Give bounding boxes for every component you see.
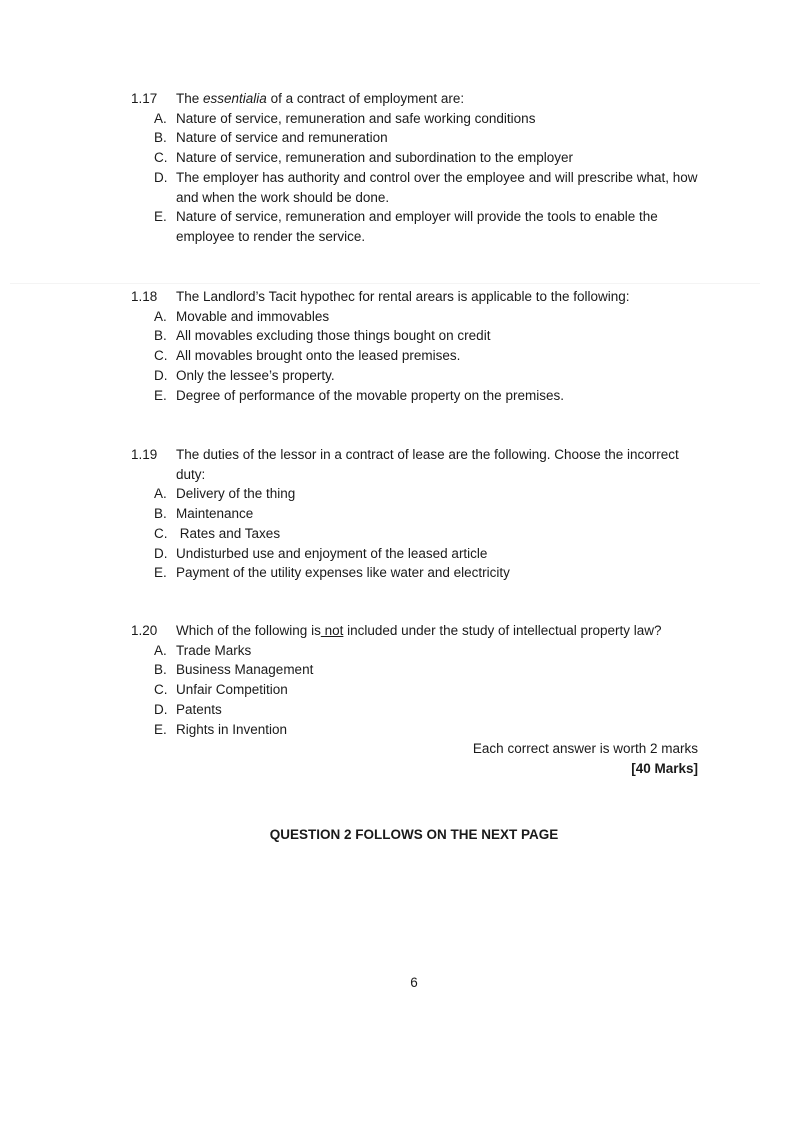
option-letter: E.: [154, 565, 167, 581]
option-letter: E.: [154, 209, 167, 225]
option-letter: D.: [154, 367, 168, 383]
question-text-part: included under the study of intellectual property law?: [343, 623, 662, 638]
option-letter: A.: [154, 110, 167, 126]
question-stem: [131, 445, 711, 484]
question-number: 1.19: [131, 447, 158, 462]
total-marks: [40 Marks]: [631, 761, 698, 776]
option-letter: D.: [154, 701, 168, 717]
option-text: Trade Marks: [176, 642, 252, 658]
option-text: Nature of service, remuneration and safe working conditions: [176, 110, 536, 126]
question-text-emphasis: essentialia: [203, 91, 267, 106]
option-b: [131, 326, 711, 346]
question-text-part: of a contract of employment are:: [266, 91, 465, 106]
option-c: [131, 680, 711, 700]
option-a: [131, 484, 711, 504]
question-stem: [131, 287, 711, 307]
option-text: All movables brought onto the leased premises.: [176, 348, 461, 364]
question-stem: [131, 621, 711, 641]
question-text: [176, 621, 711, 641]
option-text: Nature of service, remuneration and employer will provide the tools to enable the employee to render the service.: [176, 209, 658, 244]
option-letter: B.: [154, 506, 167, 522]
option-text: Degree of performance of the movable property on the premises.: [176, 387, 564, 403]
option-a: [131, 641, 711, 661]
divider: [10, 283, 760, 284]
question-stem: [131, 89, 711, 109]
option-text: Undisturbed use and enjoyment of the leased article: [176, 545, 488, 561]
option-text: Unfair Competition: [176, 682, 288, 698]
option-text: Delivery of the thing: [176, 486, 296, 502]
question-text-part: Which of the following is: [176, 623, 321, 638]
option-text: Nature of service, remuneration and subordination to the employer: [176, 150, 573, 166]
option-text: Maintenance: [176, 506, 254, 522]
option-letter: B.: [154, 130, 167, 146]
option-e: [131, 207, 711, 246]
option-text: Patents: [176, 701, 222, 717]
option-letter: C.: [154, 150, 168, 166]
question-text-underlined: not: [320, 623, 344, 638]
option-b: [131, 128, 711, 148]
option-a: [131, 307, 711, 327]
next-page-note: QUESTION 2 FOLLOWS ON THE NEXT PAGE: [269, 827, 559, 842]
option-letter: D.: [154, 169, 168, 185]
question-text: The duties of the lessor in a contract of lease are the following. Choose the incorrect duty:: [176, 447, 679, 482]
option-d: [131, 700, 711, 720]
option-c: [131, 346, 711, 366]
question-text: The Landlord’s Tacit hypothec for rental arears is applicable to the following:: [176, 289, 630, 304]
option-e: [131, 386, 711, 406]
option-d: [131, 366, 711, 386]
question-1-17: [131, 89, 711, 247]
option-text: The employer has authority and control over the employee and will prescribe what, how and when the work should be done.: [176, 169, 698, 205]
option-letter: C.: [154, 682, 168, 698]
option-b: [131, 660, 711, 680]
option-text: Payment of the utility expenses like water and electricity: [176, 565, 510, 581]
question-text: [176, 89, 711, 109]
question-number: 1.20: [131, 623, 158, 638]
question-1-18: [131, 287, 711, 405]
page-number: 6: [410, 975, 418, 990]
option-letter: E.: [154, 387, 167, 403]
option-d: [131, 168, 711, 207]
option-letter: A.: [154, 486, 167, 502]
option-letter: C.: [154, 525, 168, 541]
option-text: Movable and immovables: [176, 308, 330, 324]
option-letter: D.: [154, 545, 168, 561]
option-text: Nature of service and remuneration: [176, 130, 388, 146]
option-text: Only the lessee’s property.: [176, 367, 335, 383]
option-letter: E.: [154, 721, 167, 737]
option-text: Business Management: [176, 662, 314, 678]
question-1-19: [131, 445, 711, 583]
option-d: [131, 544, 711, 564]
option-e: [131, 563, 711, 583]
question-text-part: The: [176, 91, 204, 106]
option-c: [131, 148, 711, 168]
option-text: Rates and Taxes: [176, 525, 281, 541]
option-letter: B.: [154, 328, 167, 344]
option-letter: C.: [154, 348, 168, 364]
option-letter: A.: [154, 308, 167, 324]
option-b: [131, 504, 711, 524]
option-c: [131, 524, 711, 544]
question-number: 1.17: [131, 91, 158, 106]
question-1-20: [131, 621, 711, 739]
option-letter: B.: [154, 662, 167, 678]
question-number: 1.18: [131, 289, 158, 304]
option-a: [131, 109, 711, 129]
option-e: [131, 720, 711, 740]
marks-note: Each correct answer is worth 2 marks: [472, 741, 698, 756]
option-text: All movables excluding those things bought on credit: [176, 328, 491, 344]
option-text: Rights in Invention: [176, 721, 288, 737]
option-letter: A.: [154, 642, 167, 658]
